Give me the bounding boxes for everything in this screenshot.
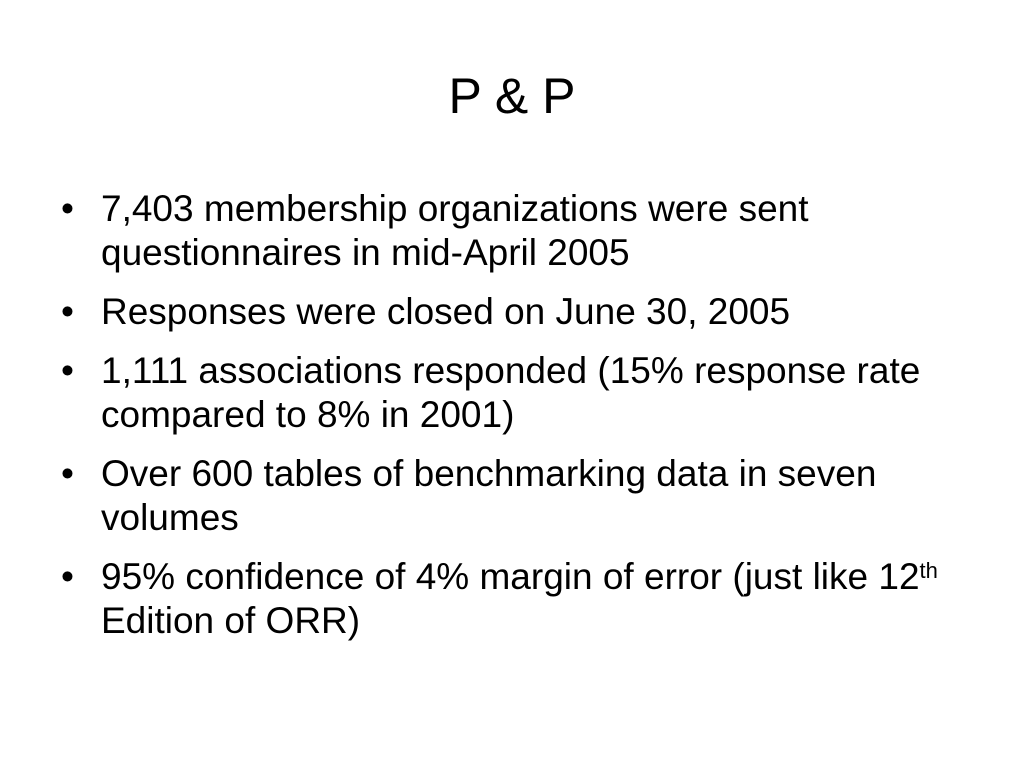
bullet-list xyxy=(56,187,976,658)
bullet-text-before: 95% confidence of 4% margin of error (just like 12 xyxy=(101,556,920,597)
bullet-item xyxy=(56,187,976,275)
bullet-marker: • xyxy=(61,291,74,332)
bullet-marker: • xyxy=(61,556,74,597)
ordinal-superscript: th xyxy=(919,557,938,583)
bullet-item xyxy=(56,290,976,334)
bullet-text: Responses were closed on June 30, 2005 xyxy=(101,291,791,332)
bullet-text: 1,111 associations responded (15% response rate compared to 8% in 2001) xyxy=(101,350,921,435)
bullet-item xyxy=(56,452,976,540)
bullet-text-after: Edition of ORR) xyxy=(101,600,361,641)
bullet-marker: • xyxy=(61,453,74,494)
bullet-marker: • xyxy=(61,188,74,229)
bullet-item xyxy=(56,349,976,437)
bullet-marker: • xyxy=(61,350,74,391)
bullet-text: Over 600 tables of benchmarking data in seven volumes xyxy=(101,453,877,538)
bullet-item xyxy=(56,555,976,643)
slide-title: P & P xyxy=(448,68,576,124)
bullet-text: 7,403 membership organizations were sent questionnaires in mid-April 2005 xyxy=(101,188,809,273)
